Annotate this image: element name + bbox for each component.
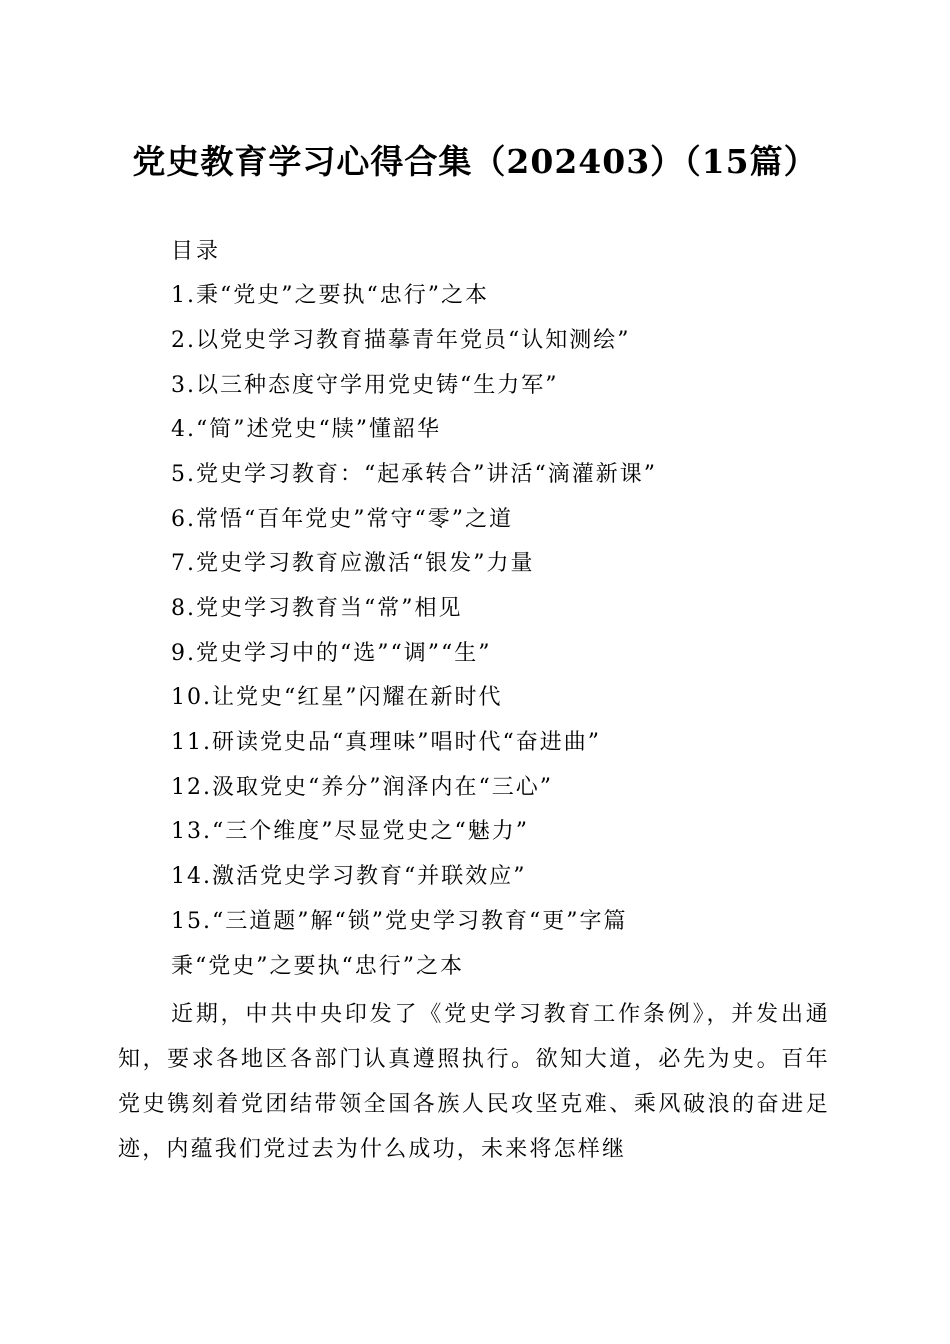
toc-item-9: 9.党史学习中的“选”“调”“生”	[171, 641, 492, 666]
toc-heading: 目录	[171, 239, 222, 264]
toc-item-12: 12.汲取党史“养分”润泽内在“三心”	[171, 775, 553, 800]
document-title: 党史教育学习心得合集（202403）（15篇）	[132, 142, 818, 181]
toc-item-5: 5.党史学习教育：“起承转合”讲活“滴灌新课”	[171, 462, 657, 487]
toc-item-14: 14.激活党史学习教育“并联效应”	[171, 864, 527, 889]
toc-item-6: 6.常悟“百年党史”常守“零”之道	[171, 507, 513, 532]
toc-item-4: 4.“简”述党史“牍”懂韶华	[171, 417, 441, 442]
section-title: 秉“党史”之要执“忠行”之本	[171, 954, 464, 979]
toc-item-11: 11.研读党史品“真理味”唱时代“奋进曲”	[171, 730, 601, 755]
toc-item-8: 8.党史学习教育当“常”相见	[171, 596, 463, 621]
toc-item-7: 7.党史学习教育应激活“银发”力量	[171, 551, 535, 576]
toc-item-13: 13.“三个维度”尽显党史之“魅力”	[171, 819, 529, 844]
toc-item-2: 2.以党史学习教育描摹青年党员“认知测绘”	[171, 328, 631, 353]
toc-item-3: 3.以三种态度守学用党史铸“生力军”	[171, 373, 559, 398]
toc-item-1: 1.秉“党史”之要执“忠行”之本	[171, 283, 489, 308]
body-paragraph: 近期，中共中央印发了《党史学习教育工作条例》，并发出通知，要求各地区各部门认真遵照执行。欲知大道，必先为史。百年党史镌刻着党团结带领全国各族人民攻坚克难、乘风破浪的奋进足迹，内蕴我们党过去为什么成功，未来将怎样继	[118, 1002, 830, 1162]
toc-item-15: 15.“三道题”解“锁”党史学习教育“更”字篇	[171, 909, 628, 934]
toc-item-10: 10.让党史“红星”闪耀在新时代	[171, 685, 503, 710]
